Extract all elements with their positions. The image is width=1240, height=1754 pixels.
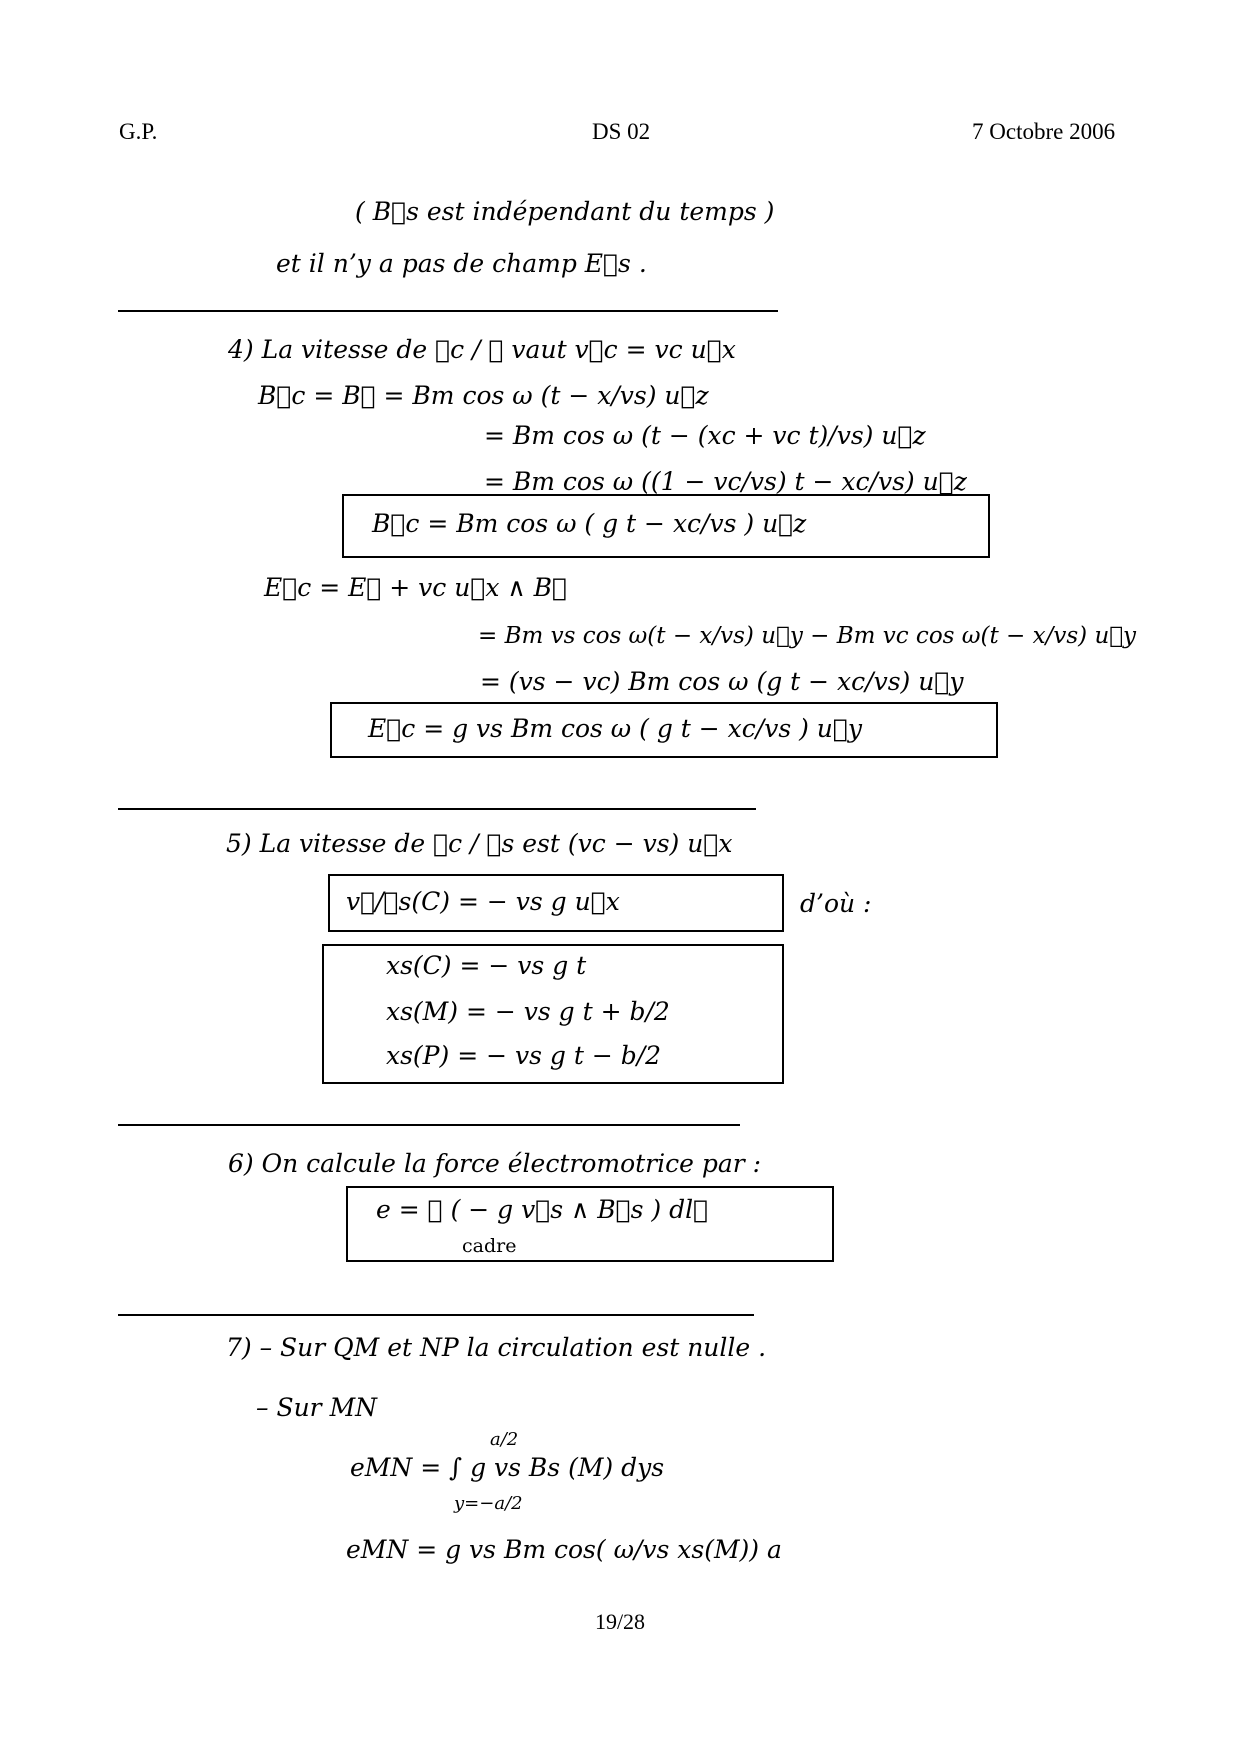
q4-bc-line-2: = Bm cos ω (t − (xc + vc t)/vs) u⃗z bbox=[484, 421, 926, 450]
q5-dou: d’où : bbox=[800, 889, 872, 918]
q5-velocity: v⃗/ℛs(C) = − vs g u⃗x bbox=[346, 887, 620, 916]
q4-bc-result: B⃗c = Bm cos ω ( g t − xc/vs ) u⃗z bbox=[372, 509, 807, 538]
q4-title: 4) La vitesse de ℛc / ℛ vaut v⃗c = vc u⃗x bbox=[228, 335, 736, 364]
separator-rule bbox=[118, 808, 756, 810]
q7-integral-lower: y=−a/2 bbox=[454, 1493, 523, 1514]
header-title: DS 02 bbox=[592, 119, 651, 144]
intro-line-1: ( B⃗s est indépendant du temps ) bbox=[355, 197, 775, 226]
q6-title: 6) On calcule la force électromotrice par : bbox=[228, 1149, 762, 1178]
q4-ec-line-1: E⃗c = E⃗ + vc u⃗x ∧ B⃗ bbox=[264, 573, 568, 602]
q5-x-p: xs(P) = − vs g t − b/2 bbox=[386, 1041, 662, 1070]
header-date: 7 Octobre 2006 bbox=[972, 119, 1116, 144]
q7-title: 7) – Sur QM et NP la circulation est nulle . bbox=[226, 1333, 767, 1362]
q6-formula: e = ∮ ( − g v⃗s ∧ B⃗s ) dl⃗ bbox=[376, 1195, 709, 1224]
header-author: G.P. bbox=[119, 119, 158, 144]
page-number: 19/28 bbox=[594, 1609, 646, 1634]
q4-ec-line-2: = Bm vs cos ω(t − x/vs) u⃗y − Bm vc cos ω(t − x/vs) u⃗y bbox=[478, 623, 1137, 649]
separator-rule bbox=[118, 1124, 740, 1126]
q5-title: 5) La vitesse de ℛc / ℛs est (vc − vs) u⃗x bbox=[226, 829, 733, 858]
q5-x-m: xs(M) = − vs g t + b/2 bbox=[386, 997, 670, 1026]
q4-bc-line-1: B⃗c = B⃗ = Bm cos ω (t − x/vs) u⃗z bbox=[258, 381, 709, 410]
intro-line-2: et il n’y a pas de champ E⃗s . bbox=[276, 249, 647, 278]
q7-emn-line-2: eMN = g vs Bm cos( ω/vs xs(M)) a bbox=[346, 1535, 782, 1564]
q4-ec-line-3: = (vs − vc) Bm cos ω (g t − xc/vs) u⃗y bbox=[480, 667, 964, 696]
q5-x-c: xs(C) = − vs g t bbox=[386, 951, 587, 980]
separator-rule bbox=[118, 1314, 754, 1316]
q7-emn-line-1: eMN = ∫ g vs Bs (M) dys bbox=[350, 1453, 665, 1482]
q7-sur-mn: – Sur MN bbox=[256, 1393, 378, 1422]
q4-ec-result: E⃗c = g vs Bm cos ω ( g t − xc/vs ) u⃗y bbox=[368, 714, 863, 743]
q4-bc-line-3: = Bm cos ω ((1 − vc/vs) t − xc/vs) u⃗z bbox=[484, 467, 967, 496]
separator-rule bbox=[118, 310, 778, 312]
q7-integral-upper: a/2 bbox=[490, 1429, 519, 1450]
q6-contour-subscript: cadre bbox=[462, 1235, 517, 1257]
